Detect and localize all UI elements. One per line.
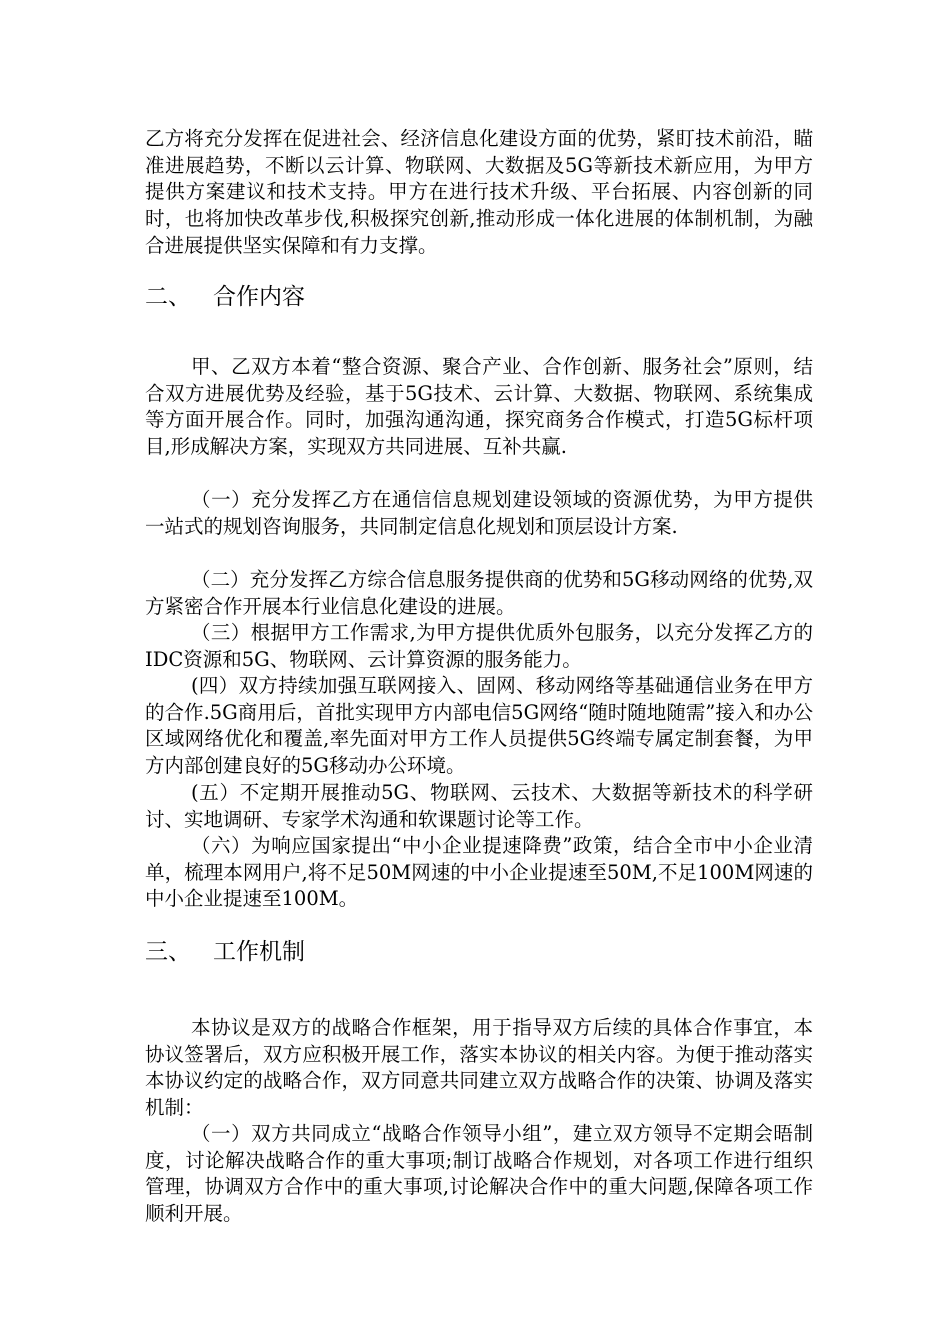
section-title: 合作内容 bbox=[213, 284, 305, 310]
cooperation-item-4: (四）双方持续加强互联网接入、固网、移动网络等基础通信业务在甲方的合作.5G商用后，首批实现甲方内部电信5G网络“随时随地随需”接入和办公区域网络优化和覆盖,率先面对甲方工作人员提供5G终端专属定制套餐，为甲方内部创建良好的5G移动办公环境。 bbox=[145, 674, 813, 778]
cooperation-item-3: （三）根据甲方工作需求,为甲方提供优质外包服务，以充分发挥乙方的IDC资源和5G、物联网、云计算资源的服务能力。 bbox=[145, 621, 813, 671]
section-title: 工作机制 bbox=[213, 939, 305, 965]
cooperation-paragraph-principle: 甲、乙双方本着“整合资源、聚合产业、合作创新、服务社会”原则，结合双方进展优势及经验，基于5G技术、云计算、大数据、物联网、系统集成等方面开展合作。同时，加强沟通沟通，探究商务合作模式，打造5G标杆项目,形成解决方案，实现双方共同进展、互补共赢. bbox=[145, 355, 813, 459]
cooperation-item-1: （一）充分发挥乙方在通信信息规划建设领域的资源优势，为甲方提供一站式的规划咨询服务，共同制定信息化规划和顶层设计方案. bbox=[145, 488, 813, 538]
section-number: 三、 bbox=[145, 939, 191, 965]
cooperation-item-5: (五）不定期开展推动5G、物联网、云技术、大数据等新技术的科学研讨、实地调研、专家学术沟通和软课题讨论等工作。 bbox=[145, 781, 813, 831]
mechanism-item-1: （一）双方共同成立“战略合作领导小组”，建立双方领导不定期会晤制度，讨论解决战略合作的重大事项;制订战略合作规划，对各项工作进行组织管理，协调双方合作中的重大事项,讨论解决合作中的重大问题,保障各项工作顺利开展。 bbox=[145, 1122, 813, 1226]
section-heading-mechanism bbox=[145, 937, 305, 967]
cooperation-item-2: （二）充分发挥乙方综合信息服务提供商的优势和5G移动网络的优势,双方紧密合作开展本行业信息化建设的进展。 bbox=[145, 568, 813, 618]
intro-paragraph: 乙方将充分发挥在促进社会、经济信息化建设方面的优势，紧盯技术前沿，瞄准进展趋势，不断以云计算、物联网、大数据及5G等新技术新应用，为甲方提供方案建议和技术支持。甲方在进行技术升级、平台拓展、内容创新的同时，也将加快改革步伐,积极探究创新,推动形成一体化进展的体制机制，为融合进展提供坚实保障和有力支撑。 bbox=[145, 127, 813, 257]
mechanism-paragraph-framework: 本协议是双方的战略合作框架，用于指导双方后续的具体合作事宜，本协议签署后，双方应积极开展工作，落实本协议的相关内容。为便于推动落实本协议约定的战略合作，双方同意共同建立双方战略合作的决策、协调及落实机制： bbox=[145, 1016, 813, 1120]
cooperation-item-6: （六）为响应国家提出“中小企业提速降费”政策，结合全市中小企业清单，梳理本网用户,将不足50M网速的中小企业提速至50M,不足100M网速的中小企业提速至100M。 bbox=[145, 834, 813, 911]
section-number: 二、 bbox=[145, 284, 191, 310]
section-heading-cooperation bbox=[145, 282, 305, 312]
